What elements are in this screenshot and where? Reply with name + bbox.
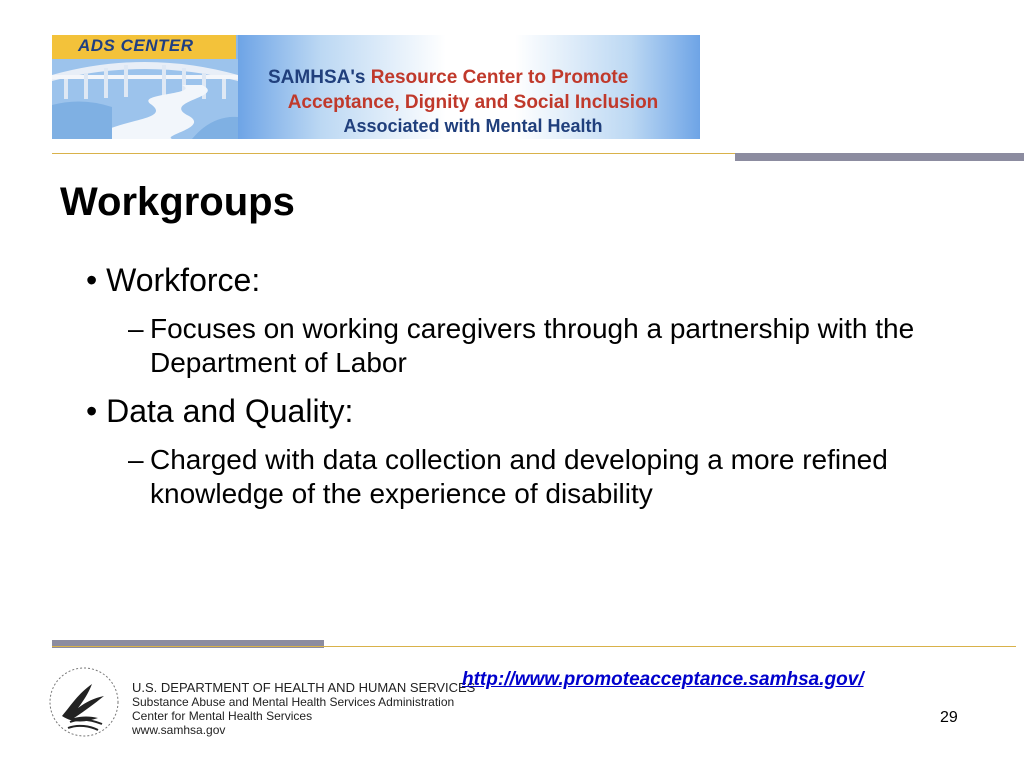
bullet-item — [86, 262, 260, 299]
hhs-department: U.S. DEPARTMENT OF HEALTH AND HUMAN SERVICES — [132, 680, 476, 695]
hhs-samhsa: Substance Abuse and Mental Health Services Administration — [132, 695, 455, 709]
banner-line-3: Associated with Mental Health — [343, 116, 603, 136]
ads-center-banner — [52, 35, 700, 139]
banner-resource-center: Resource Center to Promote — [370, 67, 629, 88]
hhs-text-block — [132, 681, 475, 737]
sub-bullet-text: Focuses on working caregivers through a partnership with the Department of Labor — [150, 313, 915, 378]
bullet-item — [86, 393, 353, 430]
banner-samhsa: SAMHSA's — [268, 67, 366, 88]
slide-title: Workgroups — [60, 180, 295, 224]
bullet-text: Workforce: — [106, 262, 261, 298]
bullet-text: Data and Quality: — [106, 393, 354, 429]
page-number: 29 — [940, 709, 958, 726]
banner-line-1 — [268, 67, 700, 89]
bullet-glyph: • — [86, 262, 98, 298]
hhs-cmhs: Center for Mental Health Services — [132, 709, 313, 723]
hhs-seal-icon — [48, 664, 120, 740]
hhs-website: www.samhsa.gov — [132, 723, 226, 737]
dash-glyph: – — [128, 313, 144, 344]
bullet-glyph: • — [86, 393, 98, 429]
sub-bullet-text: Charged with data collection and developing a more refined knowledge of the experience of disability — [150, 444, 888, 509]
top-accent-bar — [735, 153, 1024, 161]
promote-acceptance-link[interactable]: http://www.promoteacceptance.samhsa.gov/ — [462, 669, 864, 690]
bottom-divider — [52, 646, 1016, 647]
banner-line-2: Acceptance, Dignity and Social Inclusion — [287, 92, 659, 113]
sub-bullet-item — [128, 443, 978, 511]
dash-glyph: – — [128, 444, 144, 475]
sub-bullet-item — [128, 312, 978, 380]
ads-center-label: ADS CENTER — [78, 36, 194, 55]
